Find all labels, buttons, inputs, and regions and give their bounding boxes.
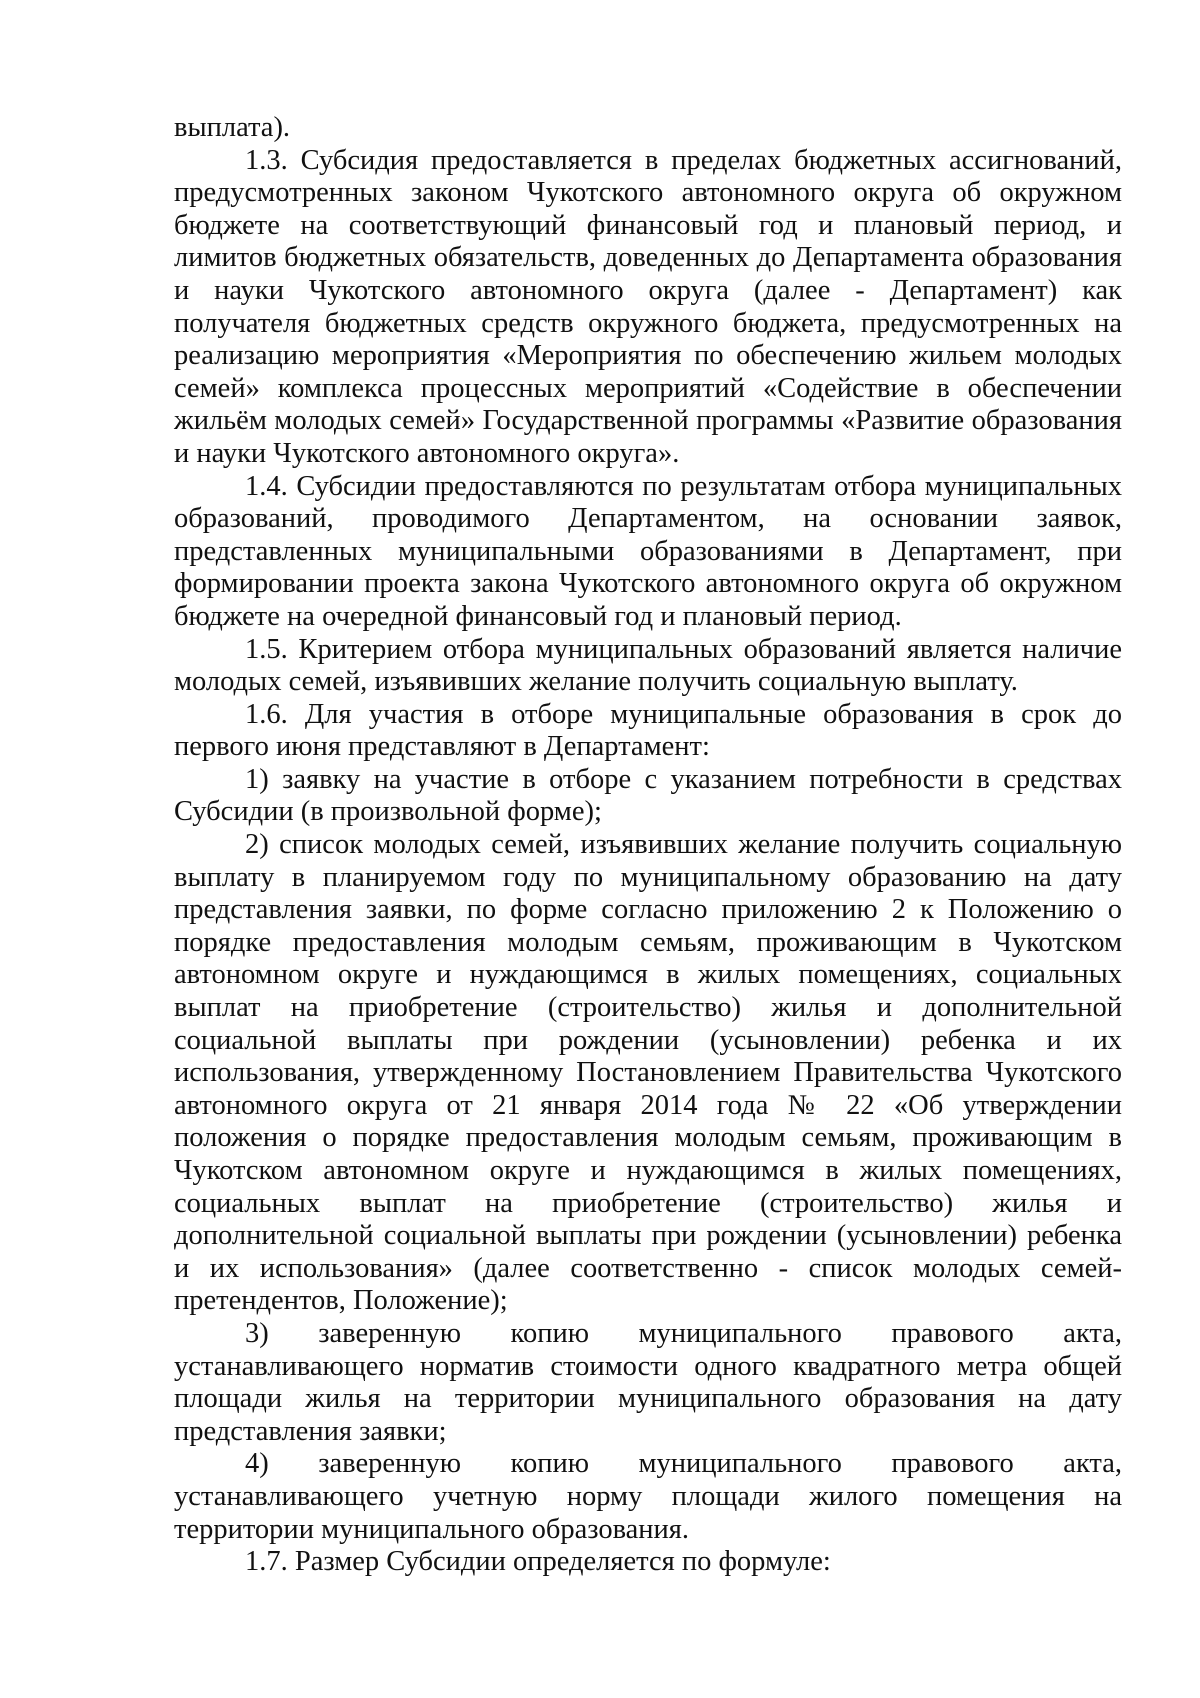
list-item-4: 4) заверенную копию муниципального правового акта, устанавливающего учетную норму площади жилого помещения на территории муниципального образования. bbox=[174, 1448, 1122, 1545]
paragraph-1-6: 1.6. Для участия в отборе муниципальные образования в срок до первого июня представляют в Департамент: bbox=[174, 698, 1122, 763]
paragraph-1-5: 1.5. Критерием отбора муниципальных образований является наличие молодых семей, изъявивших желание получить социальную выплату. bbox=[174, 633, 1122, 698]
paragraph-1-4: 1.4. Субсидии предоставляются по результатам отбора муниципальных образований, проводимого Департаментом, на основании заявок, представленных муниципальными образованиями в Департамент, при формировании проекта закона Чукотского автономного округа об окружном бюджете на очередной финансовый год и плановый период. bbox=[174, 470, 1122, 632]
paragraph-1-7: 1.7. Размер Субсидии определяется по формуле: bbox=[245, 1546, 831, 1578]
paragraph-1-3: 1.3. Субсидия предоставляется в пределах бюджетных ассигнований, предусмотренных законом Чукотского автономного округа об окружном бюджете на соответствующий финансовый год и плановый период, и лимитов бюджетных обязательств, доведенных до Департамента образования и науки Чукотского автономного округа (далее - Департамент) как получателя бюджетных средств окружного бюджета, предусмотренных на реализацию мероприятия «Мероприятия по обеспечению жильем молодых семей» комплекса процессных мероприятий «Содействие в обеспечении жильём молодых семей» Государственной программы «Развитие образования и науки Чукотского автономного округа». bbox=[174, 144, 1122, 469]
paragraph-continuation: выплата). bbox=[174, 112, 291, 143]
list-item-1: 1) заявку на участие в отборе с указанием потребности в средствах Субсидии (в произвольной форме); bbox=[174, 763, 1122, 828]
list-item-3: 3) заверенную копию муниципального правового акта, устанавливающего норматив стоимости одного квадратного метра общей площади жилья на территории муниципального образования на дату представления заявки; bbox=[174, 1317, 1122, 1447]
list-item-2: 2) список молодых семей, изъявивших желание получить социальную выплату в планируемом году по муниципальному образованию на дату представления заявки, по форме согласно приложению 2 к Положению о порядке предоставления молодым семьям, проживающим в Чукотском автономном округе и нуждающимся в жилых помещениях, социальных выплат на приобретение (строительство) жилья и дополнительной социальной выплаты при рождении (усыновлении) ребенка и их использования, утвержденному Постановлением Правительства Чукотского автономного округа от 21 января 2014 года № 22 «Об утверждении положения о порядке предоставления молодым семьям, проживающим в Чукотском автономном округе и нуждающимся в жилых помещениях, социальных выплат на приобретение (строительство) жилья и дополнительной социальной выплаты при рождении (усыновлении) ребенка и их использования» (далее соответственно - список молодых семей-претендентов, Положение); bbox=[174, 829, 1122, 1317]
document-body bbox=[174, 112, 1122, 1579]
